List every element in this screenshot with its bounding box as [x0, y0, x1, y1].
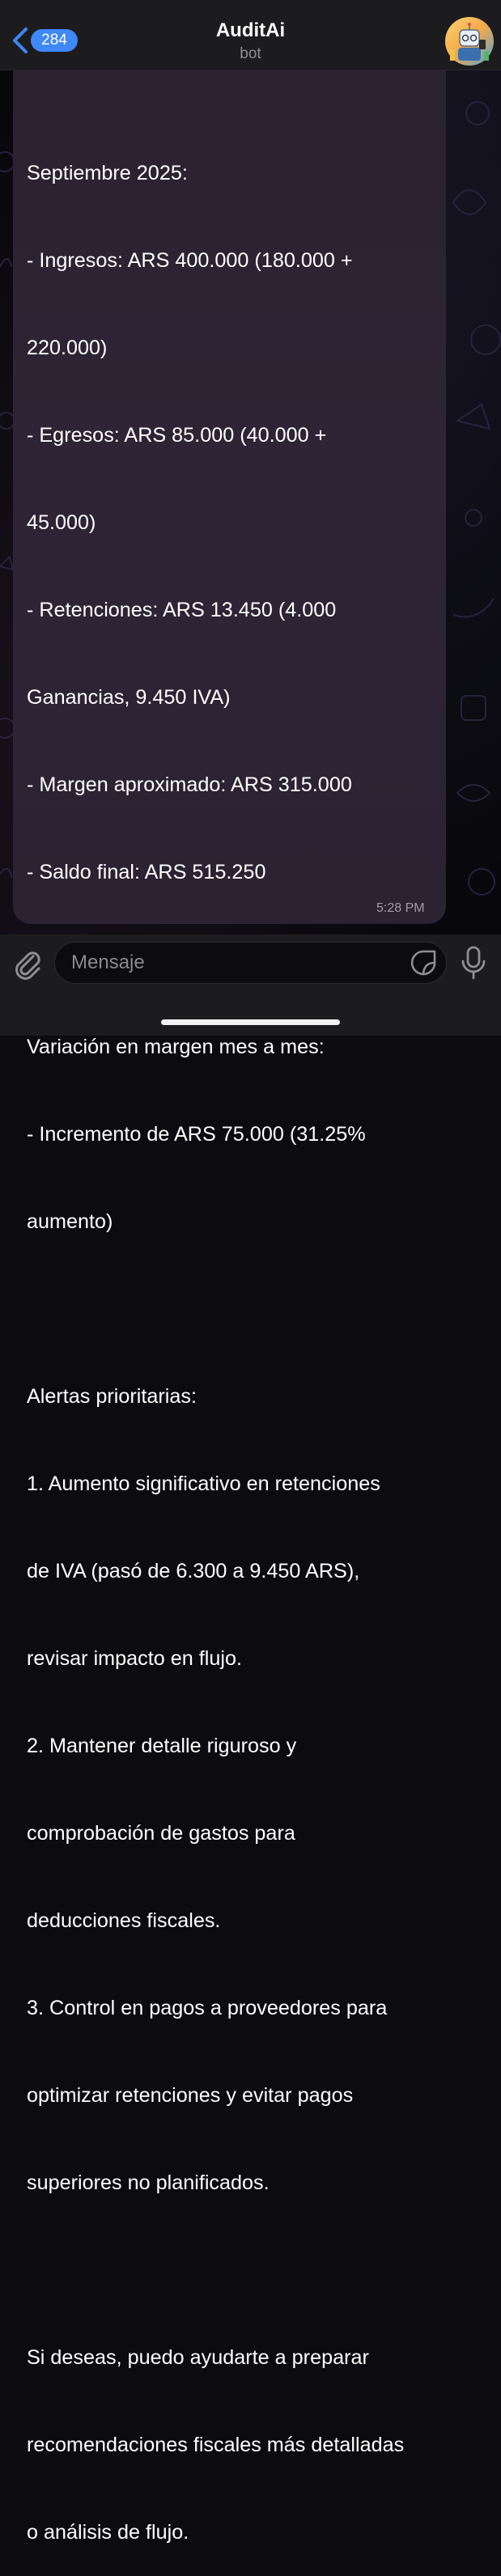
message-line — [27, 1294, 439, 1324]
message-line: optimizar retenciones y evitar pagos — [27, 2084, 354, 2107]
message-line: 3. Control en pagos a proveedores para — [27, 1997, 388, 2019]
chat-header — [0, 0, 501, 70]
message-line: 45.000) — [27, 511, 96, 534]
message-line: superiores no planificados. — [27, 2171, 270, 2194]
message-line: - Retenciones: ARS 13.450 (4.000 — [27, 599, 337, 621]
microphone-icon — [459, 945, 488, 981]
robot-avatar-icon[interactable] — [445, 17, 494, 66]
message-line: Septiembre 2025: — [27, 162, 188, 184]
chat-subtitle: bot — [240, 45, 261, 62]
attach-button[interactable] — [11, 947, 44, 981]
chat-title[interactable]: AuditAi — [215, 19, 286, 41]
message-line: Alertas prioritarias: — [27, 1385, 197, 1408]
message-line: 220.000) — [27, 337, 108, 359]
unread-count-badge[interactable]: 284 — [31, 29, 78, 52]
message-line: - Ingresos: ARS 400.000 (180.000 + — [27, 249, 353, 272]
message-line: - Egresos: ARS 85.000 (40.000 + — [27, 424, 327, 447]
message-line: Si deseas, puedo ayudarte a preparar — [27, 2346, 369, 2369]
message-line: deducciones fiscales. — [27, 1909, 221, 1932]
message-line: revisar impacto en flujo. — [27, 1647, 242, 1670]
message-line: de IVA (pasó de 6.300 a 9.450 ARS), — [27, 1560, 360, 1582]
message-line: 2. Mantener detalle riguroso y — [27, 1735, 297, 1757]
message-line: Ganancias, 9.450 IVA) — [27, 686, 231, 709]
sticker-icon — [410, 949, 437, 977]
message-line: o análisis de flujo. — [27, 2521, 189, 2544]
message-line: - Margen aproximado: ARS 315.000 — [27, 773, 352, 796]
message-line: - Incremento de ARS 75.000 (31.25% — [27, 1123, 366, 1146]
message-text — [27, 100, 439, 2576]
message-line: recomendaciones fiscales más detalladas — [27, 2434, 405, 2456]
message-line: 1. Aumento significativo en retenciones — [27, 1472, 380, 1495]
message-input-placeholder: Mensaje — [71, 951, 145, 973]
message-timestamp: 5:28 PM — [376, 901, 425, 915]
message-line — [27, 2256, 439, 2285]
message-line: comprobación de gastos para — [27, 1822, 295, 1845]
message-line: Variación en margen mes a mes: — [27, 1036, 325, 1058]
paperclip-icon — [11, 947, 44, 981]
message-line: - Saldo final: ARS 515.250 — [27, 861, 266, 883]
message-line: aumento) — [27, 1210, 113, 1233]
sticker-button[interactable] — [410, 949, 437, 977]
microphone-button[interactable] — [459, 945, 488, 981]
home-indicator[interactable] — [161, 1019, 340, 1025]
